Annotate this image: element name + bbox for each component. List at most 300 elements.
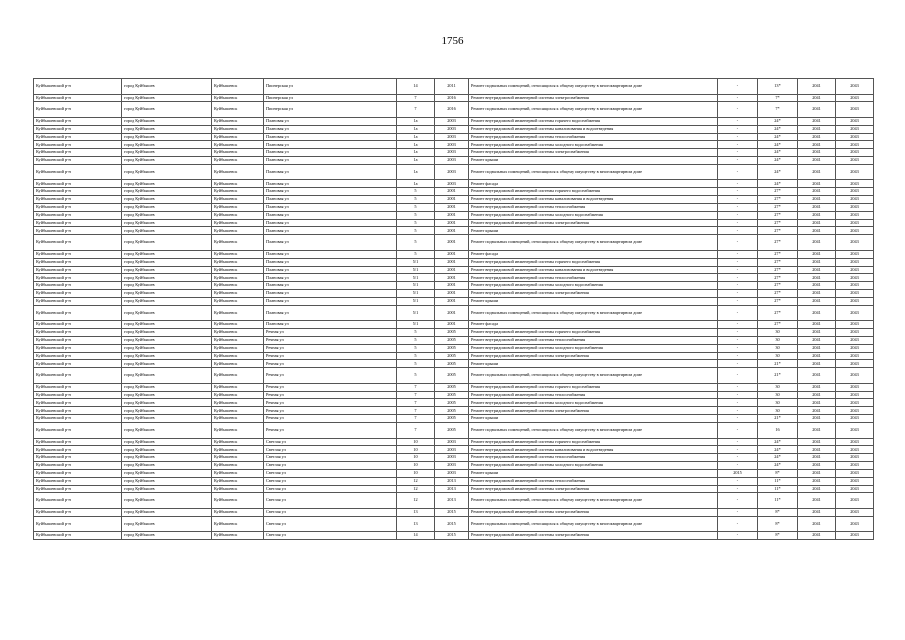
cell-plan-end: 2043 <box>836 360 874 368</box>
cell-plan-end: 2043 <box>836 344 874 352</box>
cell-work-type: Ремонт внутридомовой инженерной системы теплоснабжения <box>469 391 718 399</box>
cell-work-type: Ремонт внутридомовой инженерной системы холодного водоснабжения <box>469 399 718 407</box>
cell-build-year: 2001 <box>435 227 469 235</box>
cell-build-year: 2001 <box>435 196 469 204</box>
cell-locality: город Куйбышев <box>122 219 212 227</box>
cell-municipality: Куйбышевск <box>212 446 264 454</box>
cell-district: Куйбышевский р-н <box>34 157 122 165</box>
cell-plan-start: 2041 <box>798 383 836 391</box>
cell-plan-start: 2041 <box>798 532 836 540</box>
cell-work-type: Ремонт внутридомовой инженерной системы горячего водоснабжения <box>469 438 718 446</box>
cell-street: Плановая ул <box>264 164 397 180</box>
cell-build-year: 2001 <box>435 219 469 227</box>
cell-street: Светлая ул <box>264 477 397 485</box>
cell-municipality: Куйбышевск <box>212 493 264 509</box>
cell-plan-start: 2041 <box>798 180 836 188</box>
cell-locality: город Куйбышев <box>122 188 212 196</box>
cell-locality: город Куйбышев <box>122 516 212 532</box>
cell-plan-end: 2043 <box>836 180 874 188</box>
cell-build-year: 2003 <box>435 117 469 125</box>
cell-municipality: Куйбышевск <box>212 477 264 485</box>
cell-street: Плановая ул <box>264 274 397 282</box>
cell-plan-end: 2043 <box>836 407 874 415</box>
cell-repair-year: - <box>718 329 758 337</box>
cell-work-type: Ремонт внутридомовой инженерной системы горячего водоснабжения <box>469 329 718 337</box>
table-row <box>34 446 874 454</box>
cell-locality: город Куйбышев <box>122 79 212 95</box>
cell-street: Светлая ул <box>264 485 397 493</box>
cell-service-life: 13* <box>758 79 798 95</box>
table-row <box>34 258 874 266</box>
cell-plan-end: 2043 <box>836 266 874 274</box>
cell-locality: город Куйбышев <box>122 258 212 266</box>
cell-work-type: Ремонт внутридомовой инженерной системы теплоснабжения <box>469 454 718 462</box>
cell-service-life: 24* <box>758 454 798 462</box>
cell-house-number: 10 <box>397 462 435 470</box>
cell-repair-year: - <box>718 282 758 290</box>
cell-repair-year: - <box>718 383 758 391</box>
table-row <box>34 321 874 329</box>
cell-plan-start: 2041 <box>798 469 836 477</box>
cell-work-type: Ремонт внутридомовой инженерной системы канализования и водоотведения <box>469 125 718 133</box>
cell-municipality: Куйбышевск <box>212 321 264 329</box>
cell-locality: город Куйбышев <box>122 407 212 415</box>
cell-locality: город Куйбышев <box>122 180 212 188</box>
cell-locality: город Куйбышев <box>122 399 212 407</box>
cell-plan-end: 2043 <box>836 250 874 258</box>
cell-plan-start: 2041 <box>798 235 836 251</box>
table-row <box>34 125 874 133</box>
cell-district: Куйбышевский р-н <box>34 329 122 337</box>
cell-street: Речная ул <box>264 399 397 407</box>
cell-locality: город Куйбышев <box>122 383 212 391</box>
cell-service-life: 27* <box>758 188 798 196</box>
table-row <box>34 368 874 384</box>
cell-repair-year: - <box>718 266 758 274</box>
cell-build-year: 2005 <box>435 329 469 337</box>
cell-service-life: 24* <box>758 149 798 157</box>
cell-build-year: 2003 <box>435 125 469 133</box>
cell-house-number: 5/1 <box>397 321 435 329</box>
cell-house-number: 1а <box>397 141 435 149</box>
cell-build-year: 2003 <box>435 157 469 165</box>
cell-service-life: 24* <box>758 462 798 470</box>
cell-repair-year: - <box>718 290 758 298</box>
cell-repair-year: - <box>718 117 758 125</box>
cell-plan-start: 2041 <box>798 485 836 493</box>
cell-street: Плановая ул <box>264 305 397 321</box>
cell-plan-start: 2041 <box>798 211 836 219</box>
cell-locality: город Куйбышев <box>122 329 212 337</box>
cell-service-life: 24* <box>758 438 798 446</box>
table-row <box>34 469 874 477</box>
cell-service-life: 8* <box>758 469 798 477</box>
cell-work-type: Ремонт подвальных помещений, относящихся к общему имуществу в многоквартирном доме <box>469 368 718 384</box>
cell-street: Пионерская ул <box>264 79 397 95</box>
cell-service-life: 27* <box>758 203 798 211</box>
cell-work-type: Ремонт крыши <box>469 157 718 165</box>
cell-work-type: Ремонт внутридомовой инженерной системы холодного водоснабжения <box>469 141 718 149</box>
cell-service-life: 16 <box>758 423 798 439</box>
table-row <box>34 532 874 540</box>
cell-build-year: 2013 <box>435 477 469 485</box>
cell-street: Светлая ул <box>264 462 397 470</box>
cell-municipality: Куйбышевск <box>212 516 264 532</box>
cell-locality: город Куйбышев <box>122 117 212 125</box>
cell-house-number: 5 <box>397 368 435 384</box>
cell-street: Плановая ул <box>264 133 397 141</box>
cell-house-number: 1а <box>397 117 435 125</box>
cell-street: Плановая ул <box>264 321 397 329</box>
cell-service-life: 11* <box>758 477 798 485</box>
cell-repair-year: - <box>718 360 758 368</box>
cell-service-life: 8* <box>758 508 798 516</box>
cell-locality: город Куйбышев <box>122 485 212 493</box>
cell-district: Куйбышевский р-н <box>34 164 122 180</box>
cell-plan-start: 2041 <box>798 368 836 384</box>
cell-work-type: Ремонт крыши <box>469 469 718 477</box>
cell-house-number: 7 <box>397 391 435 399</box>
cell-district: Куйбышевский р-н <box>34 290 122 298</box>
cell-service-life: 21* <box>758 415 798 423</box>
cell-locality: город Куйбышев <box>122 423 212 439</box>
table-row <box>34 383 874 391</box>
table-row <box>34 297 874 305</box>
cell-work-type: Ремонт внутридомовой инженерной системы горячего водоснабжения <box>469 383 718 391</box>
cell-service-life: 27* <box>758 258 798 266</box>
cell-plan-start: 2041 <box>798 117 836 125</box>
cell-work-type: Ремонт внутридомовой инженерной системы электроснабжения <box>469 352 718 360</box>
cell-plan-end: 2043 <box>836 305 874 321</box>
cell-plan-end: 2043 <box>836 290 874 298</box>
cell-municipality: Куйбышевск <box>212 102 264 118</box>
cell-build-year: 2001 <box>435 282 469 290</box>
cell-plan-end: 2043 <box>836 368 874 384</box>
cell-district: Куйбышевский р-н <box>34 477 122 485</box>
cell-plan-start: 2041 <box>798 454 836 462</box>
cell-plan-end: 2043 <box>836 446 874 454</box>
cell-repair-year: - <box>718 211 758 219</box>
cell-repair-year: - <box>718 157 758 165</box>
cell-build-year: 2001 <box>435 235 469 251</box>
cell-build-year: 2016 <box>435 102 469 118</box>
cell-work-type: Ремонт внутридомовой инженерной системы канализования и водоотведения <box>469 266 718 274</box>
table-row <box>34 196 874 204</box>
cell-house-number: 5/1 <box>397 274 435 282</box>
cell-repair-year: - <box>718 508 758 516</box>
cell-plan-start: 2041 <box>798 94 836 102</box>
cell-locality: город Куйбышев <box>122 133 212 141</box>
cell-build-year: 2003 <box>435 133 469 141</box>
cell-house-number: 5/1 <box>397 258 435 266</box>
cell-plan-end: 2043 <box>836 532 874 540</box>
cell-house-number: 5 <box>397 188 435 196</box>
cell-repair-year: - <box>718 344 758 352</box>
cell-work-type: Ремонт внутридомовой инженерной системы холодного водоснабжения <box>469 211 718 219</box>
cell-service-life: 24* <box>758 125 798 133</box>
cell-repair-year: - <box>718 368 758 384</box>
table-row <box>34 399 874 407</box>
cell-locality: город Куйбышев <box>122 203 212 211</box>
cell-build-year: 2015 <box>435 532 469 540</box>
cell-street: Плановая ул <box>264 149 397 157</box>
cell-work-type: Ремонт внутридомовой инженерной системы канализования и водоотведения <box>469 446 718 454</box>
cell-street: Речная ул <box>264 360 397 368</box>
cell-plan-start: 2041 <box>798 274 836 282</box>
cell-house-number: 7 <box>397 102 435 118</box>
cell-street: Светлая ул <box>264 454 397 462</box>
cell-house-number: 5 <box>397 219 435 227</box>
cell-plan-start: 2041 <box>798 125 836 133</box>
cell-district: Куйбышевский р-н <box>34 469 122 477</box>
table-row <box>34 141 874 149</box>
cell-house-number: 5 <box>397 360 435 368</box>
cell-work-type: Ремонт внутридомовой инженерной системы горячего водоснабжения <box>469 188 718 196</box>
cell-repair-year: - <box>718 438 758 446</box>
cell-locality: город Куйбышев <box>122 352 212 360</box>
cell-service-life: 27* <box>758 274 798 282</box>
cell-repair-year: - <box>718 227 758 235</box>
cell-district: Куйбышевский р-н <box>34 485 122 493</box>
cell-municipality: Куйбышевск <box>212 383 264 391</box>
cell-locality: город Куйбышев <box>122 344 212 352</box>
cell-plan-end: 2043 <box>836 274 874 282</box>
table-row <box>34 274 874 282</box>
table-row <box>34 266 874 274</box>
cell-work-type: Ремонт крыши <box>469 297 718 305</box>
cell-plan-start: 2041 <box>798 508 836 516</box>
cell-street: Светлая ул <box>264 438 397 446</box>
cell-build-year: 2003 <box>435 454 469 462</box>
cell-plan-start: 2041 <box>798 423 836 439</box>
cell-plan-start: 2041 <box>798 219 836 227</box>
cell-plan-start: 2041 <box>798 462 836 470</box>
cell-municipality: Куйбышевск <box>212 399 264 407</box>
cell-municipality: Куйбышевск <box>212 329 264 337</box>
cell-house-number: 7 <box>397 94 435 102</box>
cell-street: Плановая ул <box>264 203 397 211</box>
cell-locality: город Куйбышев <box>122 266 212 274</box>
cell-locality: город Куйбышев <box>122 336 212 344</box>
cell-locality: город Куйбышев <box>122 235 212 251</box>
cell-plan-start: 2041 <box>798 250 836 258</box>
cell-house-number: 5 <box>397 344 435 352</box>
table-row <box>34 407 874 415</box>
cell-plan-end: 2043 <box>836 196 874 204</box>
cell-service-life: 30 <box>758 407 798 415</box>
cell-plan-start: 2041 <box>798 407 836 415</box>
cell-repair-year: - <box>718 305 758 321</box>
table-row <box>34 454 874 462</box>
table-row <box>34 290 874 298</box>
cell-house-number: 10 <box>397 469 435 477</box>
cell-house-number: 14 <box>397 532 435 540</box>
cell-house-number: 5 <box>397 196 435 204</box>
cell-street: Светлая ул <box>264 532 397 540</box>
cell-plan-end: 2043 <box>836 508 874 516</box>
cell-service-life: 30 <box>758 391 798 399</box>
cell-repair-year: - <box>718 258 758 266</box>
cell-work-type: Ремонт подвальных помещений, относящихся к общему имуществу в многоквартирном доме <box>469 164 718 180</box>
cell-district: Куйбышевский р-н <box>34 321 122 329</box>
cell-plan-end: 2043 <box>836 352 874 360</box>
cell-municipality: Куйбышевск <box>212 203 264 211</box>
cell-municipality: Куйбышевск <box>212 454 264 462</box>
cell-service-life: 27* <box>758 305 798 321</box>
cell-locality: город Куйбышев <box>122 477 212 485</box>
cell-locality: город Куйбышев <box>122 282 212 290</box>
cell-district: Куйбышевский р-н <box>34 258 122 266</box>
cell-street: Пионерская ул <box>264 94 397 102</box>
cell-locality: город Куйбышев <box>122 297 212 305</box>
cell-plan-start: 2041 <box>798 399 836 407</box>
cell-build-year: 2001 <box>435 290 469 298</box>
cell-municipality: Куйбышевск <box>212 258 264 266</box>
cell-house-number: 7 <box>397 399 435 407</box>
cell-plan-start: 2041 <box>798 164 836 180</box>
cell-house-number: 13 <box>397 508 435 516</box>
cell-build-year: 2005 <box>435 407 469 415</box>
cell-municipality: Куйбышевск <box>212 344 264 352</box>
cell-locality: город Куйбышев <box>122 250 212 258</box>
cell-street: Светлая ул <box>264 493 397 509</box>
table-row <box>34 102 874 118</box>
table-row <box>34 157 874 165</box>
cell-build-year: 2016 <box>435 94 469 102</box>
cell-district: Куйбышевский р-н <box>34 79 122 95</box>
cell-plan-start: 2041 <box>798 282 836 290</box>
cell-repair-year: - <box>718 454 758 462</box>
cell-municipality: Куйбышевск <box>212 164 264 180</box>
cell-district: Куйбышевский р-н <box>34 438 122 446</box>
table-row <box>34 352 874 360</box>
cell-district: Куйбышевский р-н <box>34 532 122 540</box>
cell-house-number: 5/1 <box>397 290 435 298</box>
cell-street: Плановая ул <box>264 235 397 251</box>
cell-locality: город Куйбышев <box>122 149 212 157</box>
cell-service-life: 27* <box>758 297 798 305</box>
cell-district: Куйбышевский р-н <box>34 297 122 305</box>
table-row <box>34 485 874 493</box>
cell-plan-end: 2043 <box>836 94 874 102</box>
cell-plan-end: 2043 <box>836 227 874 235</box>
cell-service-life: 27* <box>758 250 798 258</box>
cell-plan-start: 2041 <box>798 438 836 446</box>
cell-repair-year: - <box>718 477 758 485</box>
cell-street: Светлая ул <box>264 516 397 532</box>
cell-locality: город Куйбышев <box>122 462 212 470</box>
table-row <box>34 344 874 352</box>
cell-district: Куйбышевский р-н <box>34 180 122 188</box>
cell-municipality: Куйбышевск <box>212 368 264 384</box>
cell-municipality: Куйбышевск <box>212 227 264 235</box>
cell-street: Речная ул <box>264 344 397 352</box>
table-row <box>34 329 874 337</box>
cell-plan-end: 2043 <box>836 383 874 391</box>
cell-service-life: 11* <box>758 485 798 493</box>
cell-street: Плановая ул <box>264 196 397 204</box>
cell-plan-start: 2041 <box>798 203 836 211</box>
table-row <box>34 516 874 532</box>
cell-plan-end: 2043 <box>836 336 874 344</box>
cell-service-life: 7* <box>758 102 798 118</box>
cell-plan-start: 2041 <box>798 391 836 399</box>
cell-street: Плановая ул <box>264 250 397 258</box>
cell-street: Плановая ул <box>264 282 397 290</box>
cell-build-year: 2005 <box>435 391 469 399</box>
cell-house-number: 10 <box>397 446 435 454</box>
cell-municipality: Куйбышевск <box>212 305 264 321</box>
cell-plan-start: 2041 <box>798 415 836 423</box>
cell-work-type: Ремонт внутридомовой инженерной системы холодного водоснабжения <box>469 282 718 290</box>
cell-repair-year: - <box>718 352 758 360</box>
cell-work-type: Ремонт фасада <box>469 180 718 188</box>
cell-service-life: 30 <box>758 344 798 352</box>
cell-build-year: 2001 <box>435 266 469 274</box>
cell-build-year: 2011 <box>435 79 469 95</box>
cell-service-life: 27* <box>758 196 798 204</box>
cell-district: Куйбышевский р-н <box>34 493 122 509</box>
cell-plan-start: 2041 <box>798 290 836 298</box>
cell-street: Плановая ул <box>264 141 397 149</box>
cell-district: Куйбышевский р-н <box>34 102 122 118</box>
cell-build-year: 2003 <box>435 164 469 180</box>
cell-street: Плановая ул <box>264 266 397 274</box>
cell-district: Куйбышевский р-н <box>34 211 122 219</box>
cell-service-life: 30 <box>758 352 798 360</box>
cell-municipality: Куйбышевск <box>212 266 264 274</box>
cell-street: Речная ул <box>264 352 397 360</box>
cell-district: Куйбышевский р-н <box>34 94 122 102</box>
cell-service-life: 24* <box>758 164 798 180</box>
cell-street: Светлая ул <box>264 508 397 516</box>
table-row <box>34 336 874 344</box>
cell-repair-year: - <box>718 336 758 344</box>
cell-work-type: Ремонт подвальных помещений, относящихся к общему имуществу в многоквартирном доме <box>469 423 718 439</box>
cell-work-type: Ремонт внутридомовой инженерной системы электроснабжения <box>469 485 718 493</box>
cell-work-type: Ремонт подвальных помещений, относящихся к общему имуществу в многоквартирном доме <box>469 79 718 95</box>
cell-district: Куйбышевский р-н <box>34 344 122 352</box>
cell-house-number: 7 <box>397 423 435 439</box>
cell-district: Куйбышевский р-н <box>34 423 122 439</box>
table-row <box>34 438 874 446</box>
cell-locality: город Куйбышев <box>122 157 212 165</box>
cell-repair-year: - <box>718 250 758 258</box>
cell-municipality: Куйбышевск <box>212 290 264 298</box>
table-row <box>34 415 874 423</box>
cell-house-number: 10 <box>397 454 435 462</box>
cell-street: Речная ул <box>264 391 397 399</box>
cell-locality: город Куйбышев <box>122 391 212 399</box>
cell-repair-year: - <box>718 399 758 407</box>
cell-municipality: Куйбышевск <box>212 79 264 95</box>
cell-build-year: 2001 <box>435 258 469 266</box>
cell-plan-end: 2043 <box>836 438 874 446</box>
cell-municipality: Куйбышевск <box>212 180 264 188</box>
cell-locality: город Куйбышев <box>122 196 212 204</box>
cell-build-year: 2001 <box>435 211 469 219</box>
cell-municipality: Куйбышевск <box>212 360 264 368</box>
cell-service-life: 8* <box>758 516 798 532</box>
cell-service-life: 30 <box>758 399 798 407</box>
cell-plan-start: 2041 <box>798 321 836 329</box>
cell-locality: город Куйбышев <box>122 102 212 118</box>
cell-work-type: Ремонт внутридомовой инженерной системы холодного водоснабжения <box>469 344 718 352</box>
cell-repair-year: - <box>718 203 758 211</box>
cell-street: Плановая ул <box>264 219 397 227</box>
cell-repair-year: - <box>718 446 758 454</box>
cell-street: Речная ул <box>264 368 397 384</box>
